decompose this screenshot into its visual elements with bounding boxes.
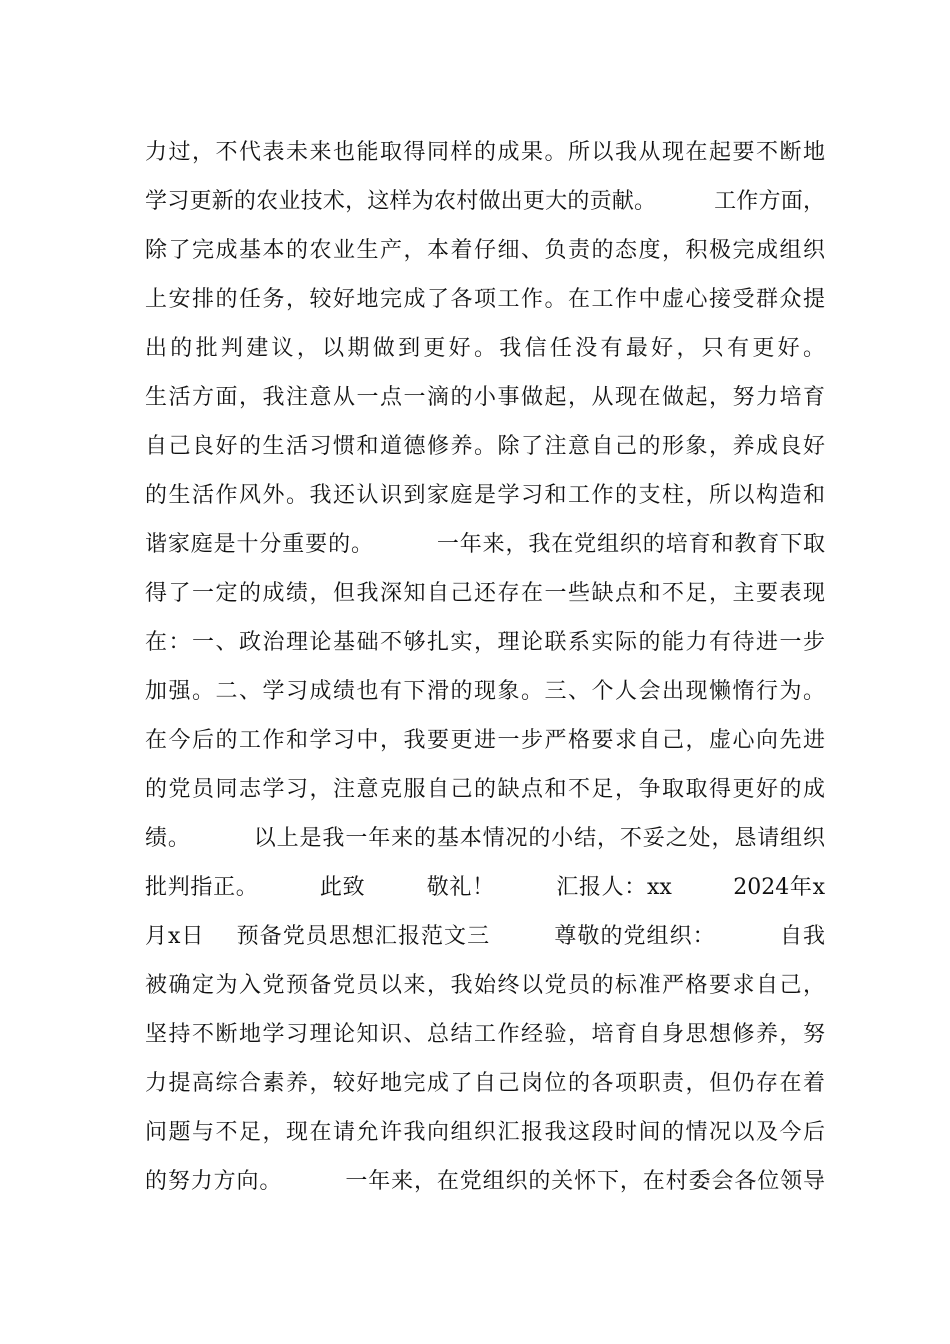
text-line-15: 绩。 以上是我一年来的基本情况的小结，不妥之处，恳请组织	[145, 826, 825, 851]
text-line-6: 生活方面，我注意从一点一滴的小事做起，从现在做起，努力培育	[145, 385, 825, 410]
text-line-11: 在：一、政治理论基础不够扎实，理论联系实际的能力有待进一步	[145, 630, 825, 655]
text-line-10: 得了一定的成绩，但我深知自己还存在一些缺点和不足，主要表现	[145, 581, 825, 606]
text-line-21: 问题与不足，现在请允许我向组织汇报我这段时间的情况以及今后	[145, 1120, 825, 1145]
text-line-1: 力过，不代表未来也能取得同样的成果。所以我从现在起要不断地	[145, 140, 825, 165]
text-line-16: 批判指正。 此致 敬礼！ 汇报人：xx 2024年x	[145, 875, 825, 900]
text-line-9: 谐家庭是十分重要的。 一年来，我在党组织的培育和教育下取	[145, 532, 825, 557]
text-line-19: 坚持不断地学习理论知识、总结工作经验，培育自身思想修养，努	[145, 1022, 825, 1047]
text-line-5: 出的批判建议，以期做到更好。我信任没有最好，只有更好。	[145, 336, 825, 361]
text-line-7: 自己良好的生活习惯和道德修养。除了注意自己的形象，养成良好	[145, 434, 825, 459]
text-line-14: 的党员同志学习，注意克服自己的缺点和不足，争取取得更好的成	[145, 777, 825, 802]
text-line-18: 被确定为入党预备党员以来，我始终以党员的标准严格要求自己，	[145, 973, 825, 998]
text-line-2: 学习更新的农业技术，这样为农村做出更大的贡献。 工作方面，	[145, 189, 825, 214]
text-line-4: 上安排的任务，较好地完成了各项工作。在工作中虚心接受群众提	[145, 287, 825, 312]
text-line-22: 的努力方向。 一年来，在党组织的关怀下，在村委会各位领导	[145, 1169, 825, 1194]
text-line-17: 月x日 预备党员思想汇报范文三 尊敬的党组织： 自我	[145, 924, 825, 949]
text-line-12: 加强。二、学习成绩也有下滑的现象。三、个人会出现懒惰行为。	[145, 679, 825, 704]
text-line-3: 除了完成基本的农业生产，本着仔细、负责的态度，积极完成组织	[145, 238, 825, 263]
text-line-8: 的生活作风外。我还认识到家庭是学习和工作的支柱，所以构造和	[145, 483, 825, 508]
text-line-13: 在今后的工作和学习中，我要更进一步严格要求自己，虚心向先进	[145, 728, 825, 753]
text-line-20: 力提高综合素养，较好地完成了自己岗位的各项职责，但仍存在着	[145, 1071, 825, 1096]
document-body	[145, 128, 825, 1206]
